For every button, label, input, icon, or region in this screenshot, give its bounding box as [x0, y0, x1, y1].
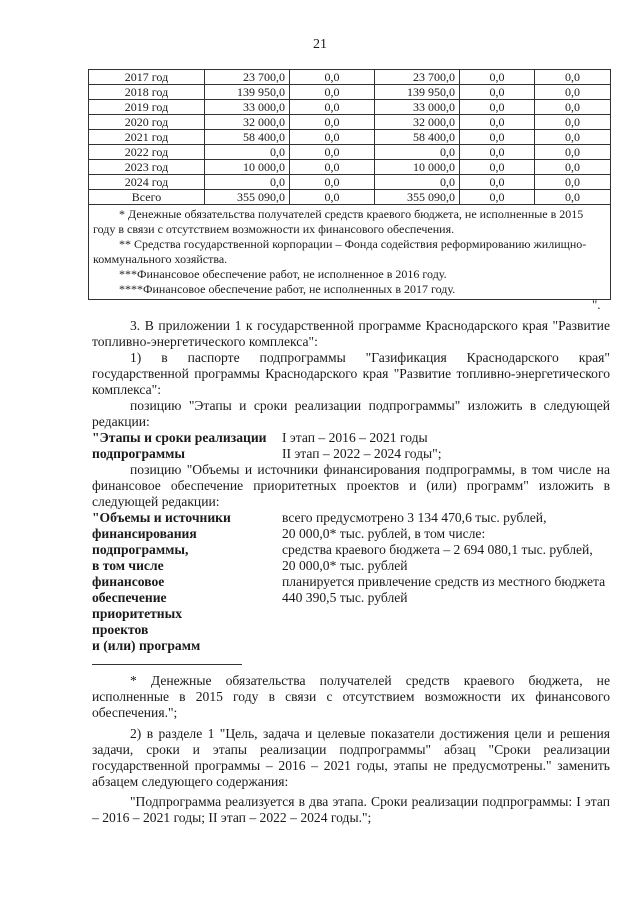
table-cell: 0,0 — [535, 115, 611, 130]
table-cell: 32 000,0 — [205, 115, 290, 130]
table-cell: 33 000,0 — [375, 100, 460, 115]
volumes-value: средства краевого бюджета – 2 694 080,1 тыс. рублей, — [282, 542, 593, 557]
table-cell: 0,0 — [460, 115, 535, 130]
table-note: ** Средства государственной корпорации – Фонда содействия реформированию жилищно-коммунального хозяйства. — [93, 237, 587, 266]
footnote: * Денежные обязательства получателей средств краевого бюджета, не исполненные в 2015 году в связи с отсутствием возможности их финансового обеспечения."; — [92, 673, 610, 720]
table-row — [89, 160, 611, 175]
volumes-label: и (или) программ — [92, 638, 201, 653]
volumes-label: обеспечение — [92, 590, 167, 605]
financing-table-body — [89, 70, 611, 205]
paragraph-2: 2) в разделе 1 "Цель, задача и целевые показатели достижения цели и решения задачи, сроки и этапы реализации подпрограммы" абзац "Сроки реализации государственной программы – 2016 – 2021 годы, этапы не предусмотрены." заменить абзацем следующего содержания: — [92, 726, 610, 789]
table-row — [89, 190, 611, 205]
table-row-label: Всего — [89, 190, 205, 205]
table-notes-row — [89, 205, 611, 300]
volumes-label: финансирования — [92, 526, 197, 541]
stages-label: "Этапы и сроки реализации — [92, 430, 267, 445]
table-cell: 10 000,0 — [205, 160, 290, 175]
table-cell: 0,0 — [535, 190, 611, 205]
table-cell: 0,0 — [290, 70, 375, 85]
table-cell: 0,0 — [460, 175, 535, 190]
volumes-value: 20 000,0* тыс. рублей — [282, 558, 408, 573]
table-cell: 33 000,0 — [205, 100, 290, 115]
stages-label: подпрограммы — [92, 446, 185, 461]
table-row-label: 2024 год — [89, 175, 205, 190]
table-cell: 0,0 — [535, 85, 611, 100]
table-cell: 0,0 — [460, 160, 535, 175]
table-cell: 0,0 — [375, 175, 460, 190]
table-cell: 32 000,0 — [375, 115, 460, 130]
table-note: ****Финансовое обеспечение работ, не исполненных в 2017 году. — [119, 282, 456, 296]
volumes-value: 20 000,0* тыс. рублей, в том числе: — [282, 526, 486, 541]
footnote-divider — [92, 664, 242, 665]
table-note: ***Финансовое обеспечение работ, не исполненное в 2016 году. — [119, 267, 447, 281]
paragraph-3-1: 1) в паспорте подпрограммы "Газификация Краснодарского края" государственной программы Краснодарского края "Развитие топливно-энергетического комплекса": — [92, 350, 610, 397]
table-row-label: 2020 год — [89, 115, 205, 130]
table-cell: 58 400,0 — [205, 130, 290, 145]
stages-value: I этап – 2016 – 2021 годы — [282, 430, 428, 445]
financing-table — [88, 69, 611, 300]
table-cell: 0,0 — [535, 130, 611, 145]
table-cell: 0,0 — [460, 70, 535, 85]
table-cell: 0,0 — [290, 85, 375, 100]
table-cell: 0,0 — [290, 160, 375, 175]
table-cell: 0,0 — [535, 100, 611, 115]
table-cell: 0,0 — [460, 145, 535, 160]
table-row — [89, 115, 611, 130]
table-cell: 0,0 — [460, 85, 535, 100]
table-cell: 355 090,0 — [375, 190, 460, 205]
table-cell: 23 700,0 — [205, 70, 290, 85]
table-row — [89, 100, 611, 115]
table-cell: 0,0 — [290, 190, 375, 205]
table-row — [89, 130, 611, 145]
table-cell: 355 090,0 — [205, 190, 290, 205]
table-row — [89, 85, 611, 100]
table-cell: 0,0 — [535, 160, 611, 175]
table-row — [89, 145, 611, 160]
paragraph-position-stages: позицию "Этапы и сроки реализации подпрограммы" изложить в следующей редакции: — [92, 398, 610, 429]
table-cell: 0,0 — [290, 175, 375, 190]
volumes-label: проектов — [92, 622, 149, 637]
table-row — [89, 175, 611, 190]
table-row-label: 2023 год — [89, 160, 205, 175]
table-cell: 0,0 — [290, 115, 375, 130]
table-row-label: 2021 год — [89, 130, 205, 145]
table-cell: 23 700,0 — [375, 70, 460, 85]
table-cell: 0,0 — [205, 145, 290, 160]
table-cell: 0,0 — [375, 145, 460, 160]
table-cell: 0,0 — [535, 175, 611, 190]
table-cell: 0,0 — [290, 100, 375, 115]
table-cell: 0,0 — [535, 70, 611, 85]
volumes-label: подпрограммы, — [92, 542, 189, 557]
table-row-label: 2019 год — [89, 100, 205, 115]
volumes-value: планируется привлечение средств из местного бюджета — [282, 574, 606, 589]
paragraph-quote: "Подпрограмма реализуется в два этапа. Сроки реализации подпрограммы: I этап – 2016 – 2021 годы; II этап – 2022 – 2024 годы."; — [92, 794, 610, 825]
table-row-label: 2017 год — [89, 70, 205, 85]
table-cell: 0,0 — [460, 100, 535, 115]
table-row-label: 2018 год — [89, 85, 205, 100]
table-cell: 139 950,0 — [375, 85, 460, 100]
table-cell: 0,0 — [205, 175, 290, 190]
volumes-block — [92, 510, 610, 660]
volumes-label: приоритетных — [92, 606, 183, 621]
table-row-label: 2022 год — [89, 145, 205, 160]
paragraph-position-volumes: позицию "Объемы и источники финансирования подпрограммы, в том числе на финансовое обеспечение приоритетных проектов и (или) программ" изложить в следующей редакции: — [92, 462, 610, 509]
table-cell: 139 950,0 — [205, 85, 290, 100]
table-notes — [89, 205, 611, 300]
volumes-value: всего предусмотрено 3 134 470,6 тыс. рублей, — [282, 510, 547, 525]
table-cell: 0,0 — [460, 130, 535, 145]
volumes-label: в том числе — [92, 558, 164, 573]
table-cell: 0,0 — [460, 190, 535, 205]
table-cell: 0,0 — [290, 130, 375, 145]
volumes-label: финансовое — [92, 574, 165, 589]
table-note: * Денежные обязательства получателей средств краевого бюджета, не исполненные в 2015 году в связи с отсутствием возможности их финансового обеспечения. — [93, 207, 584, 236]
volumes-value: 440 390,5 тыс. рублей — [282, 590, 408, 605]
table-cell: 58 400,0 — [375, 130, 460, 145]
volumes-label: "Объемы и источники — [92, 510, 231, 525]
table-cell: 0,0 — [290, 145, 375, 160]
page-number: 21 — [313, 37, 327, 52]
table-cell: 10 000,0 — [375, 160, 460, 175]
stages-value: II этап – 2022 – 2024 годы"; — [282, 446, 442, 461]
stages-block — [92, 430, 610, 464]
closing-quote: ". — [592, 297, 601, 312]
table-row — [89, 70, 611, 85]
table-cell: 0,0 — [535, 145, 611, 160]
paragraph-3: 3. В приложении 1 к государственной программе Краснодарского края "Развитие топливно-энергетического комплекса": — [92, 318, 610, 349]
